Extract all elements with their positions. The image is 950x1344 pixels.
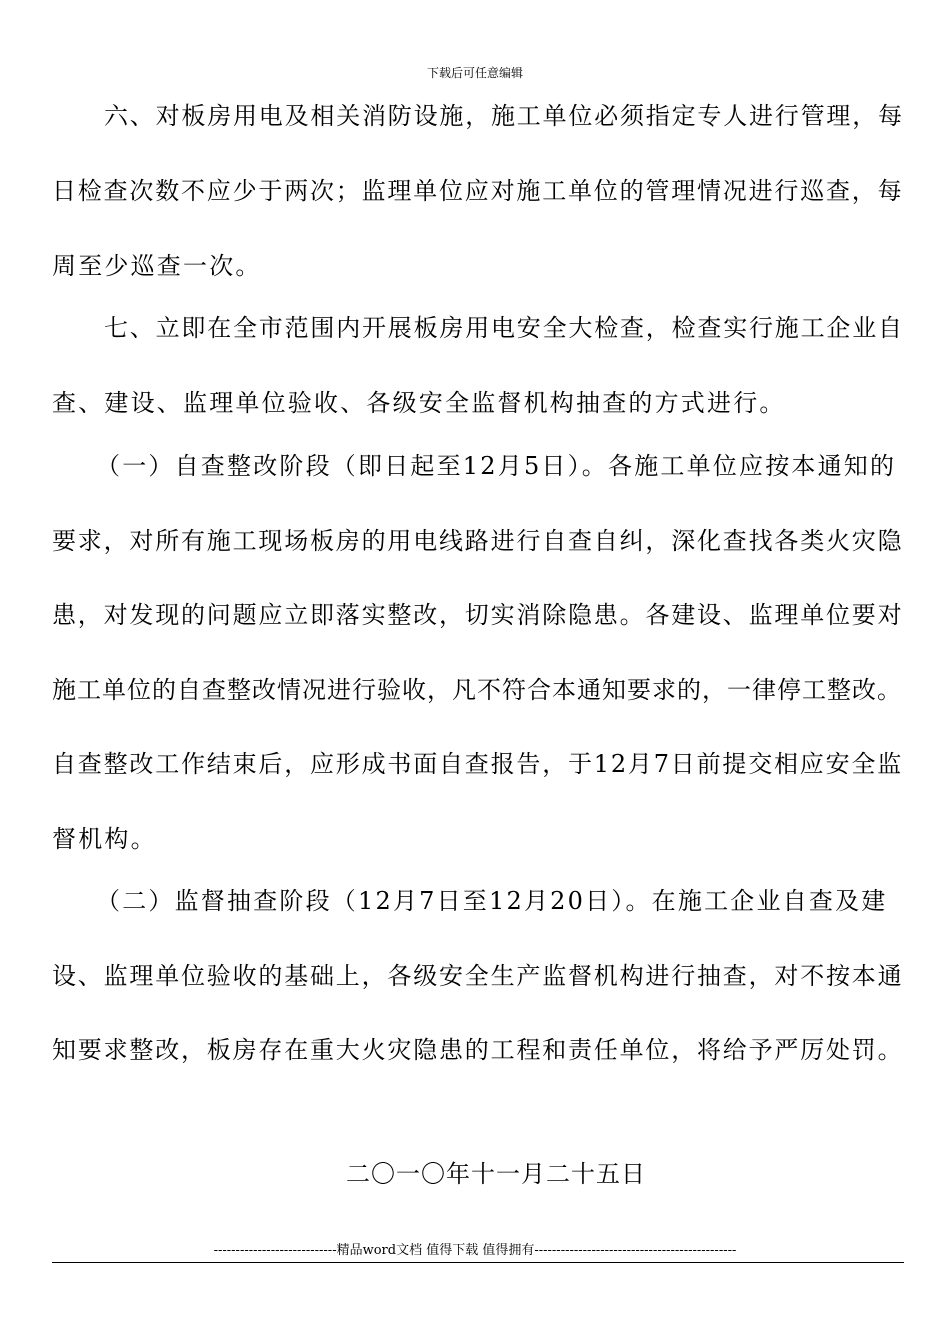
- paragraph-line: 日检查次数不应少于两次；监理单位应对施工单位的管理情况进行巡查，每: [52, 177, 904, 205]
- document-date: 二〇一〇年十一月二十五日: [346, 1160, 646, 1188]
- page-header: 下载后可任意编辑: [426, 66, 523, 80]
- paragraph-line: （一）自查整改阶段（即日起至12月5日）。各施工单位应按本通知的: [96, 452, 897, 480]
- paragraph-line: 知要求整改，板房存在重大火灾隐患的工程和责任单位，将给予严厉处罚。: [52, 1036, 904, 1064]
- paragraph-line: （二）监督抽查阶段（12月7日至12月20日）。在施工企业自查及建: [96, 887, 888, 915]
- paragraph-line: 患，对发现的问题应立即落实整改，切实消除隐患。各建设、监理单位要对: [52, 601, 904, 629]
- paragraph-line: 六、对板房用电及相关消防设施，施工单位必须指定专人进行管理，每: [104, 102, 904, 130]
- footer-text: ----------------------------精品word文档 值得下载 值得拥有----------------------------------------------: [213, 1243, 737, 1258]
- paragraph-line: 七、立即在全市范围内开展板房用电安全大检查，检查实行施工企业自: [104, 314, 904, 342]
- paragraph-line: 查、建设、监理单位验收、各级安全监督机构抽查的方式进行。: [52, 389, 786, 417]
- paragraph-line: 施工单位的自查整改情况进行验收，凡不符合本通知要求的，一律停工整改。: [52, 676, 902, 704]
- paragraph-line: 督机构。: [52, 825, 157, 853]
- paragraph-line: 自查整改工作结束后，应形成书面自查报告，于12月7日前提交相应安全监: [52, 750, 904, 778]
- paragraph-line: 要求，对所有施工现场板房的用电线路进行自查自纠，深化查找各类火灾隐: [52, 527, 904, 555]
- paragraph-line: 周至少巡查一次。: [52, 252, 262, 280]
- footer-rule: [52, 1262, 904, 1263]
- paragraph-line: 设、监理单位验收的基础上，各级安全生产监督机构进行抽查，对不按本通: [52, 962, 904, 990]
